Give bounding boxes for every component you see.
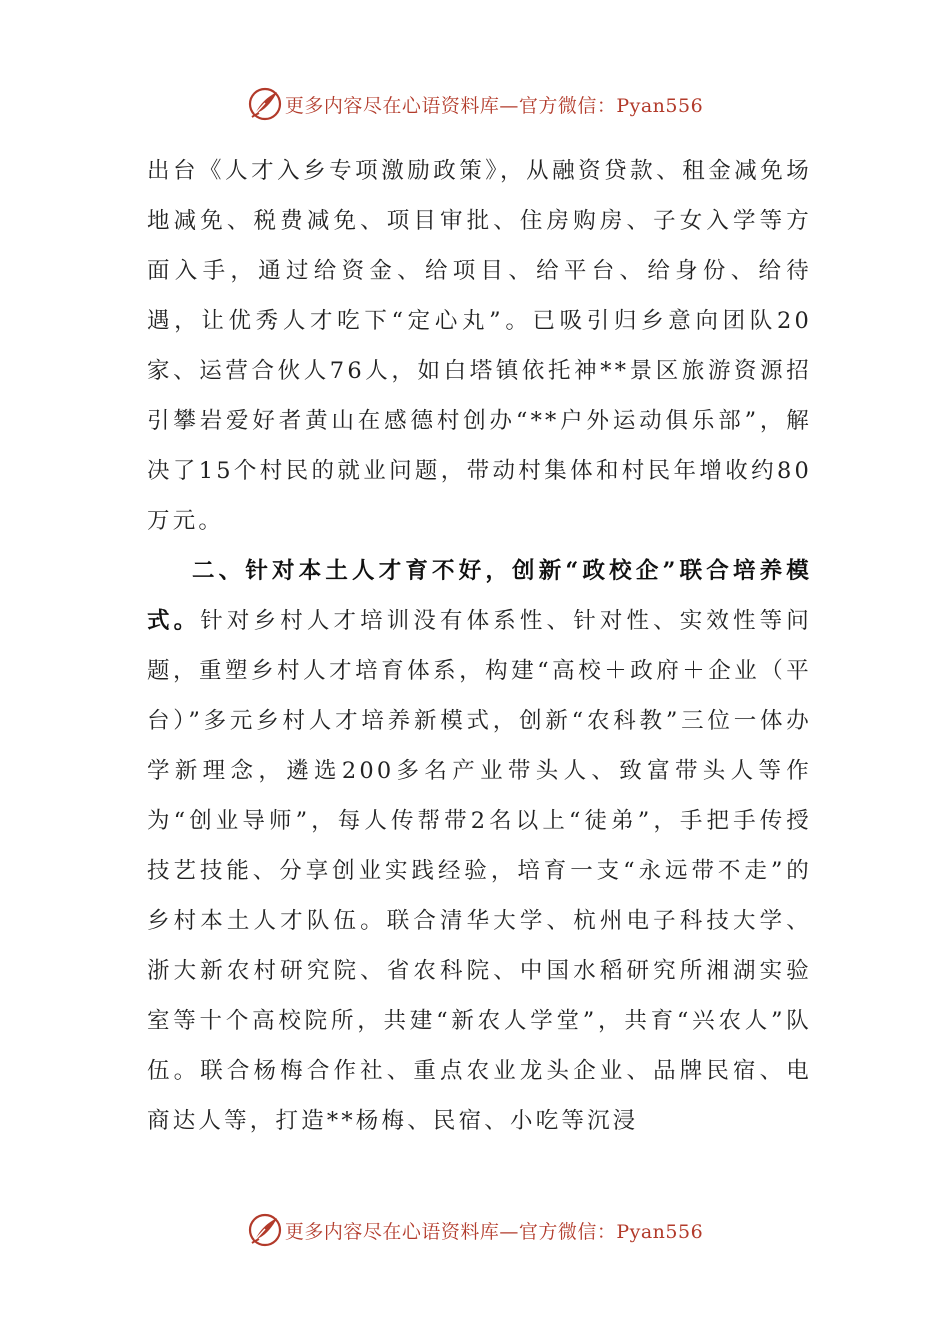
footer-banner <box>0 1210 950 1250</box>
paragraph-2 <box>147 546 812 1146</box>
footer-banner-text: 更多内容尽在心语资料库—官方微信：Pyan556 <box>284 1220 704 1243</box>
header-banner-text: 更多内容尽在心语资料库—官方微信：Pyan556 <box>284 94 704 117</box>
document-body <box>147 146 812 1146</box>
header-banner <box>0 84 950 124</box>
quill-pen-logo-icon <box>247 86 283 122</box>
paragraph-1: 出台《人才入乡专项激励政策》，从融资贷款、租金减免场地减免、税费减免、项目审批、住房购房、子女入学等方面入手，通过给资金、给项目、给平台、给身份、给待遇，让优秀人才吃下“定心丸”。已吸引归乡意向团队20家、运营合伙人76人，如白塔镇依托神**景区旅游资源招引攀岩爱好者黄山在感德村创办“**户外运动俱乐部”，解决了15个村民的就业问题，带动村集体和村民年增收约80万元。 <box>147 158 812 534</box>
quill-pen-logo-icon <box>247 1212 283 1248</box>
paragraph-2-body: 针对乡村人才培训没有体系性、针对性、实效性等问题，重塑乡村人才培育体系，构建“高校＋政府＋企业（平台）”多元乡村人才培养新模式，创新“农科教”三位一体办学新理念，遴选200多名产业带头人、致富带头人等作为“创业导师”，每人传帮带2名以上“徒弟”，手把手传授技艺技能、分享创业实践经验，培育一支“永远带不走”的乡村本土人才队伍。联合清华大学、杭州电子科技大学、浙大新农村研究院、省农科院、中国水稻研究所湘湖实验室等十个高校院所，共建“新农人学堂”，共育“兴农人”队伍。联合杨梅合作社、重点农业龙头企业、品牌民宿、电商达人等，打造**杨梅、民宿、小吃等沉浸 <box>147 608 812 1134</box>
section-heading: 二、针对本土人才育不好，创新“政校企”联合培养模式。 <box>147 558 812 634</box>
